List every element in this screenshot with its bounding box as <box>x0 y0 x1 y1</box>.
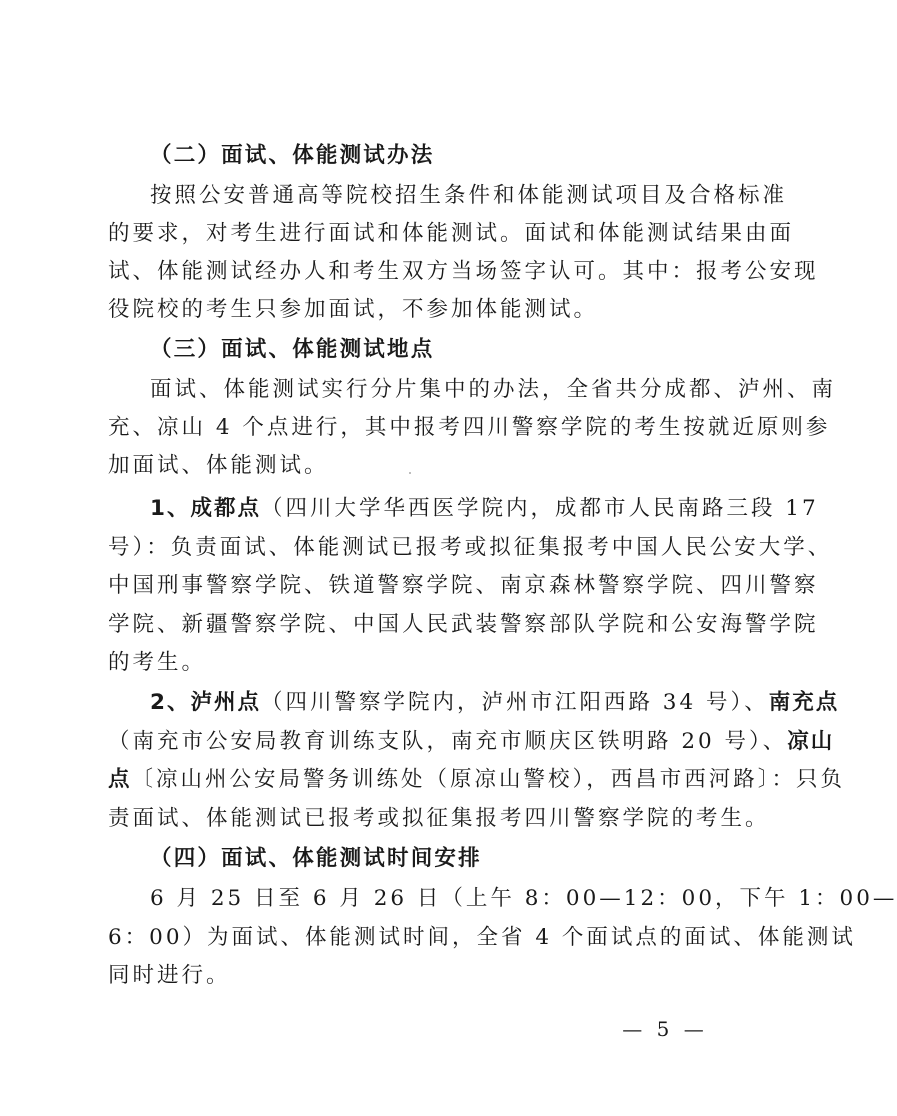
paragraph-line: 号）：负责面试、体能测试已报考或拟征集报考中国人民公安大学、 <box>108 535 833 560</box>
paragraph-line: 按照公安普通高等院校招生条件和体能测试项目及合格标准 <box>150 183 788 208</box>
paragraph-line: 试、体能测试经办人和考生双方当场签字认可。其中：报考公安现 <box>108 259 819 284</box>
item-text: （南充市公安局教育训练支队，南充市顺庆区铁明路 20 号）、 <box>108 729 788 754</box>
section-heading-3: （三）面试、体能测试地点 <box>150 337 435 362</box>
paragraph-line: 的要求，对考生进行面试和体能测试。面试和体能测试结果由面 <box>108 221 795 246</box>
paragraph-line: 的考生。 <box>108 650 207 675</box>
paragraph-line: 同时进行。 <box>108 963 231 988</box>
item-label-liangshan-a: 凉山 <box>787 729 835 754</box>
paragraph-line: 充、凉山 4 个点进行，其中报考四川警察学院的考生按就近原则参 <box>108 415 831 440</box>
item-text: 〔凉山州公安局警务训练处（原凉山警校），西昌市西河路〕：只负 <box>131 767 846 792</box>
paragraph-line: 学院、新疆警察学院、中国人民武装警察部队学院和公安海警学院 <box>108 612 819 637</box>
paragraph-line <box>108 729 835 755</box>
item-text: （四川警察学院内，泸州市江阳西路 34 号）、 <box>260 690 769 715</box>
paragraph-line: 加面试、体能测试。 <box>108 453 329 478</box>
section-heading-2: （二）面试、体能测试办法 <box>150 143 435 168</box>
list-item-chengdu <box>150 496 819 522</box>
paragraph-line: 6 月 25 日至 6 月 26 日（上午 8：00—12：00，下午 1：00— <box>150 886 897 911</box>
paragraph-line: 役院校的考生只参加面试，不参加体能测试。 <box>108 297 599 322</box>
paragraph-line: 责面试、体能测试已报考或拟征集报考四川警察学院的考生。 <box>108 806 770 831</box>
item-label-chengdu: 1、成都点 <box>150 496 261 521</box>
paragraph-line: 6：00）为面试、体能测试时间，全省 4 个面试点的面试、体能测试 <box>108 925 856 950</box>
item-label-liangshan-b: 点 <box>108 767 132 792</box>
page-number: — 5 — <box>622 1017 708 1041</box>
paragraph-line <box>108 767 846 793</box>
section-heading-4: （四）面试、体能测试时间安排 <box>150 846 482 871</box>
paragraph-line: 面试、体能测试实行分片集中的办法，全省共分成都、泸州、南 <box>150 377 837 402</box>
item-text: （四川大学华西医学院内，成都市人民南路三段 17 <box>260 496 819 521</box>
scan-speck <box>409 472 411 474</box>
list-item-luzhou <box>150 690 840 716</box>
paragraph-line: 中国刑事警察学院、铁道警察学院、南京森林警察学院、四川警察 <box>108 573 819 598</box>
item-label-luzhou: 2、泸州点 <box>150 690 261 715</box>
item-label-nanchong: 南充点 <box>768 690 840 715</box>
